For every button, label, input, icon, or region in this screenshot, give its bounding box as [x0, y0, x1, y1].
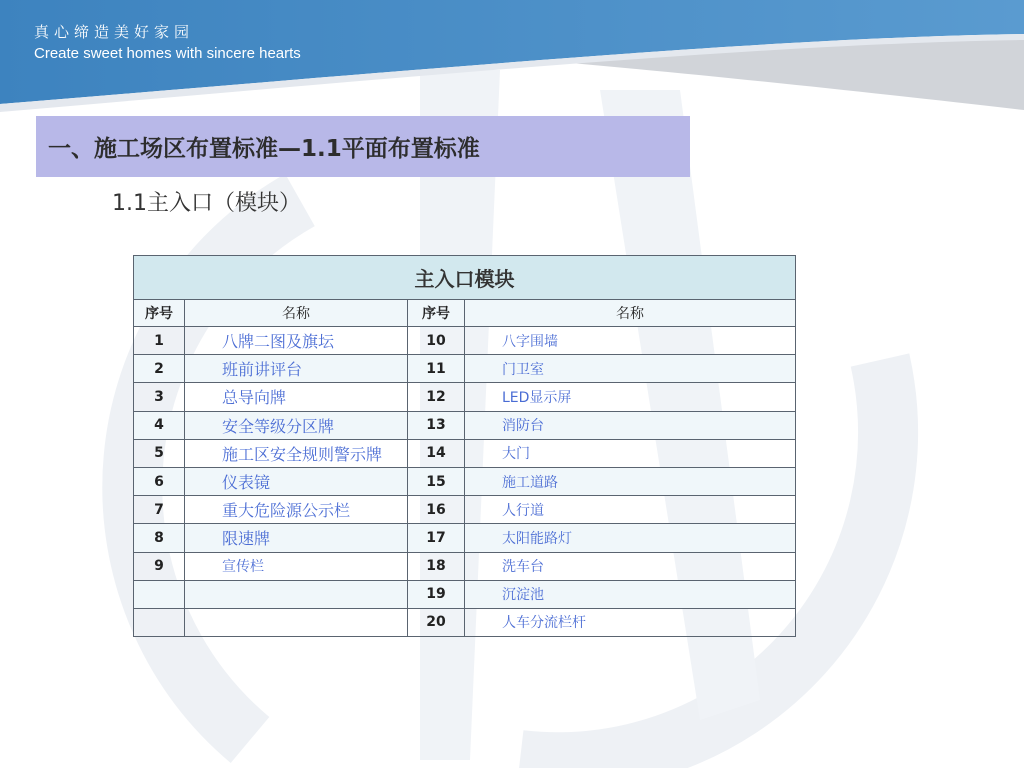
item-name-left: 班前讲评台	[185, 355, 408, 383]
table-row	[134, 327, 796, 355]
item-name-right: 洗车台	[465, 552, 796, 580]
row-number-left: 5	[134, 439, 185, 467]
row-number-right: 17	[408, 524, 465, 552]
item-name-left: 重大危险源公示栏	[185, 496, 408, 524]
item-name-right: 太阳能路灯	[465, 524, 796, 552]
row-number-left: 6	[134, 467, 185, 495]
table-title: 主入口模块	[134, 256, 796, 300]
row-number-right: 15	[408, 467, 465, 495]
table-row	[134, 355, 796, 383]
table-row	[134, 439, 796, 467]
main-entrance-table	[133, 255, 796, 637]
row-number-left: 2	[134, 355, 185, 383]
row-number-right: 13	[408, 411, 465, 439]
item-name-right: 人车分流栏杆	[465, 608, 796, 636]
row-number-right: 19	[408, 580, 465, 608]
item-name-right: 八字围墙	[465, 327, 796, 355]
item-name-right: 人行道	[465, 496, 796, 524]
row-number-left: 4	[134, 411, 185, 439]
item-name-left	[185, 580, 408, 608]
table-row	[134, 552, 796, 580]
section-title	[36, 116, 690, 177]
table-row	[134, 580, 796, 608]
row-number-right: 18	[408, 552, 465, 580]
table-row	[134, 411, 796, 439]
item-name-left: 八牌二图及旗坛	[185, 327, 408, 355]
header-name: 名称	[185, 300, 408, 327]
row-number-left: 3	[134, 383, 185, 411]
row-number-right: 16	[408, 496, 465, 524]
row-number-right: 12	[408, 383, 465, 411]
subtitle: 1.1主入口（模块）	[112, 191, 301, 216]
row-number-right: 10	[408, 327, 465, 355]
item-name-left: 宣传栏	[185, 552, 408, 580]
table-row	[134, 383, 796, 411]
row-number-left: 7	[134, 496, 185, 524]
item-name-right: LED显示屏	[465, 383, 796, 411]
table-row	[134, 524, 796, 552]
item-name-right: 大门	[465, 439, 796, 467]
item-name-right: 施工道路	[465, 467, 796, 495]
row-number-right: 11	[408, 355, 465, 383]
item-name-left: 总导向牌	[185, 383, 408, 411]
slogan-chinese: 真心缔造美好家园	[34, 23, 195, 41]
row-number-right: 14	[408, 439, 465, 467]
item-name-left: 安全等级分区牌	[185, 411, 408, 439]
row-number-left	[134, 608, 185, 636]
slogan-english: Create sweet homes with sincere hearts	[34, 45, 301, 62]
item-name-left: 仪表镜	[185, 467, 408, 495]
row-number-right: 20	[408, 608, 465, 636]
table-body	[134, 327, 796, 637]
item-name-right: 沉淀池	[465, 580, 796, 608]
item-name-left: 限速牌	[185, 524, 408, 552]
item-name-right: 消防台	[465, 411, 796, 439]
row-number-left: 9	[134, 552, 185, 580]
table-row	[134, 496, 796, 524]
row-number-left: 8	[134, 524, 185, 552]
table-row	[134, 467, 796, 495]
header-seq: 序号	[408, 300, 465, 327]
item-name-left: 施工区安全规则警示牌	[185, 439, 408, 467]
item-name-left	[185, 608, 408, 636]
row-number-left	[134, 580, 185, 608]
section-title-text: 一、施工场区布置标准—1.1平面布置标准	[48, 136, 480, 162]
header-name: 名称	[465, 300, 796, 327]
table-row	[134, 608, 796, 636]
header-slogan	[34, 22, 301, 65]
header-seq: 序号	[134, 300, 185, 327]
row-number-left: 1	[134, 327, 185, 355]
item-name-right: 门卫室	[465, 355, 796, 383]
